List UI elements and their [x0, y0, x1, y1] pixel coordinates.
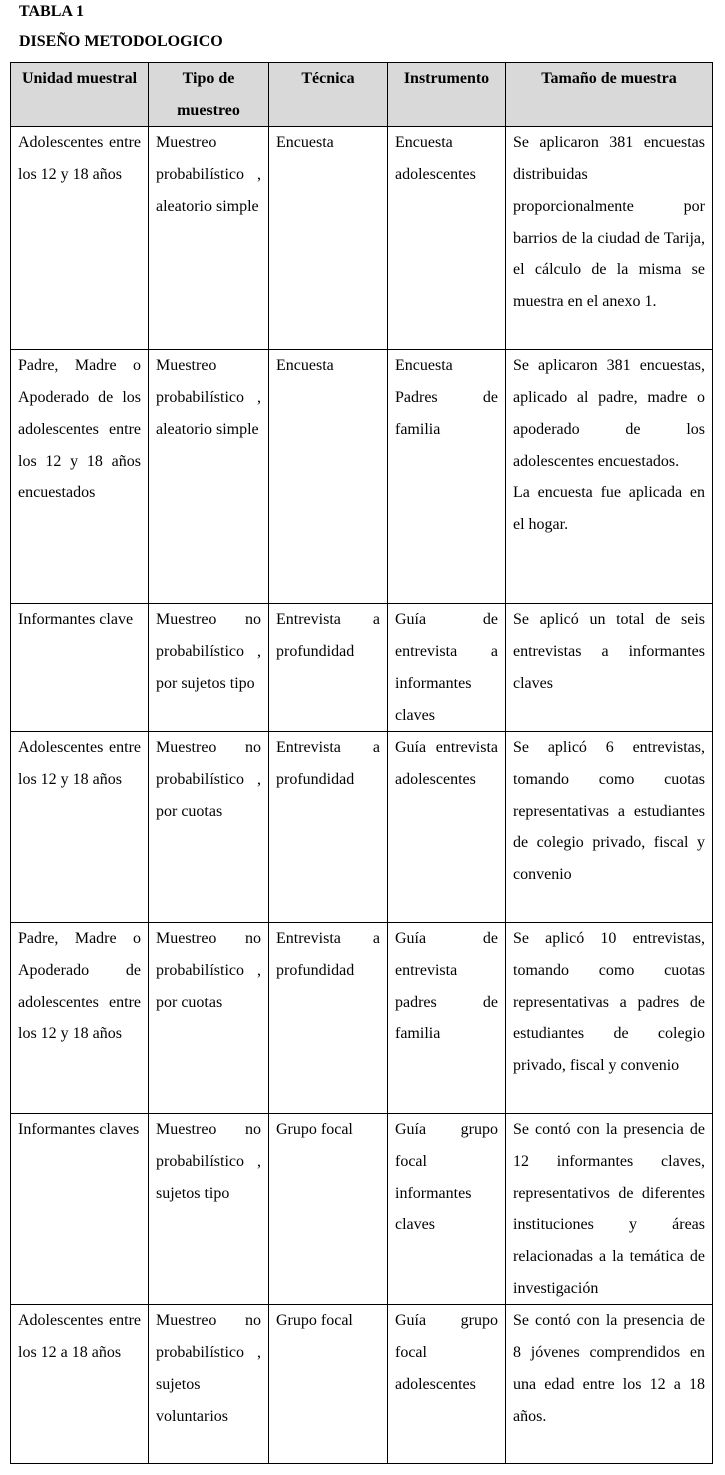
- cell-tamano: Se aplicó 10 entrevistas, tomando como cuotas representativas a padres de estudiantes de colegio privado, fiscal y convenio: [506, 923, 713, 1114]
- header-tecnica: Técnica: [269, 63, 388, 127]
- cell-tipo: Muestreo probabilístico , aleatorio simple: [149, 127, 269, 350]
- header-tipo-muestreo: Tipo de muestreo: [149, 63, 269, 127]
- table-row: [11, 732, 713, 923]
- cell-tamano: Se aplicó un total de seis entrevistas a informantes claves: [506, 604, 713, 732]
- cell-unidad: Adolescentes entre los 12 y 18 años: [11, 732, 149, 923]
- table-title: DISEÑO METODOLOGICO: [19, 33, 223, 50]
- cell-tipo: Muestreo no probabilístico , sujetos voluntarios: [149, 1305, 269, 1464]
- cell-tamano: Se aplicó 6 entrevistas, tomando como cuotas representativas a estudiantes de colegio privado, fiscal y convenio: [506, 732, 713, 923]
- cell-tipo: Muestreo no probabilístico , sujetos tipo: [149, 1114, 269, 1305]
- cell-unidad: Informantes clave: [11, 604, 149, 732]
- table-row: [11, 1114, 713, 1305]
- cell-tamano: Se aplicaron 381 encuestas distribuidas proporcionalmente por barrios de la ciudad de Tarija, el cálculo de la misma se muestra en el anexo 1.: [506, 127, 713, 350]
- cell-unidad: Informantes claves: [11, 1114, 149, 1305]
- header-tamano-muestra: Tamaño de muestra: [506, 63, 713, 127]
- cell-instrumento: Guía grupo focal adolescentes: [388, 1305, 506, 1464]
- cell-tamano: [506, 350, 713, 604]
- cell-tecnica: Entrevista a profundidad: [269, 923, 388, 1114]
- cell-tecnica: Entrevista a profundidad: [269, 732, 388, 923]
- table-row: [11, 350, 713, 604]
- cell-instrumento: Guía grupo focal informantes claves: [388, 1114, 506, 1305]
- cell-tecnica: Grupo focal: [269, 1114, 388, 1305]
- table-body: [11, 127, 713, 1464]
- cell-instrumento: Guía de entrevista a informantes claves: [388, 604, 506, 732]
- cell-tecnica: Encuesta: [269, 127, 388, 350]
- cell-unidad: Adolescentes entre los 12 y 18 años: [11, 127, 149, 350]
- cell-tecnica: Encuesta: [269, 350, 388, 604]
- cell-tipo: Muestreo no probabilístico , por sujetos tipo: [149, 604, 269, 732]
- table-row: [11, 923, 713, 1114]
- table-row: [11, 604, 713, 732]
- table-row: [11, 127, 713, 350]
- header-row: [11, 63, 713, 127]
- cell-unidad: Padre, Madre o Apoderado de los adolescentes entre los 12 y 18 años encuestados: [11, 350, 149, 604]
- cell-tipo: Muestreo probabilístico , aleatorio simple: [149, 350, 269, 604]
- cell-unidad: Padre, Madre o Apoderado de adolescentes entre los 12 y 18 años: [11, 923, 149, 1114]
- methodology-table: [10, 62, 713, 1464]
- header-unidad-muestral: Unidad muestral: [11, 63, 149, 127]
- cell-instrumento: Guía entrevista adolescentes: [388, 732, 506, 923]
- cell-tamano: Se contó con la presencia de 8 jóvenes comprendidos en una edad entre los 12 a 18 años.: [506, 1305, 713, 1464]
- cell-unidad: Adolescentes entre los 12 a 18 años: [11, 1305, 149, 1464]
- header-instrumento: Instrumento: [388, 63, 506, 127]
- cell-tecnica: Grupo focal: [269, 1305, 388, 1464]
- table-header: [11, 63, 713, 127]
- cell-tamano: Se contó con la presencia de 12 informantes claves, representativos de diferentes instituciones y áreas relacionadas a la temática de investigación: [506, 1114, 713, 1305]
- cell-tamano-text: Se aplicaron 381 encuestas, aplicado al padre, madre o apoderado de los adolescentes encuestados.: [513, 357, 705, 470]
- cell-tamano-note: La encuesta fue aplicada en el hogar.: [513, 484, 705, 533]
- cell-instrumento: Encuesta Padres de familia: [388, 350, 506, 604]
- table-label: TABLA 1: [19, 3, 85, 20]
- cell-tecnica: Entrevista a profundidad: [269, 604, 388, 732]
- cell-tipo: Muestreo no probabilístico , por cuotas: [149, 732, 269, 923]
- cell-instrumento: Guía de entrevista padres de familia: [388, 923, 506, 1114]
- cell-tipo: Muestreo no probabilístico , por cuotas: [149, 923, 269, 1114]
- cell-instrumento: Encuesta adolescentes: [388, 127, 506, 350]
- table-row: [11, 1305, 713, 1464]
